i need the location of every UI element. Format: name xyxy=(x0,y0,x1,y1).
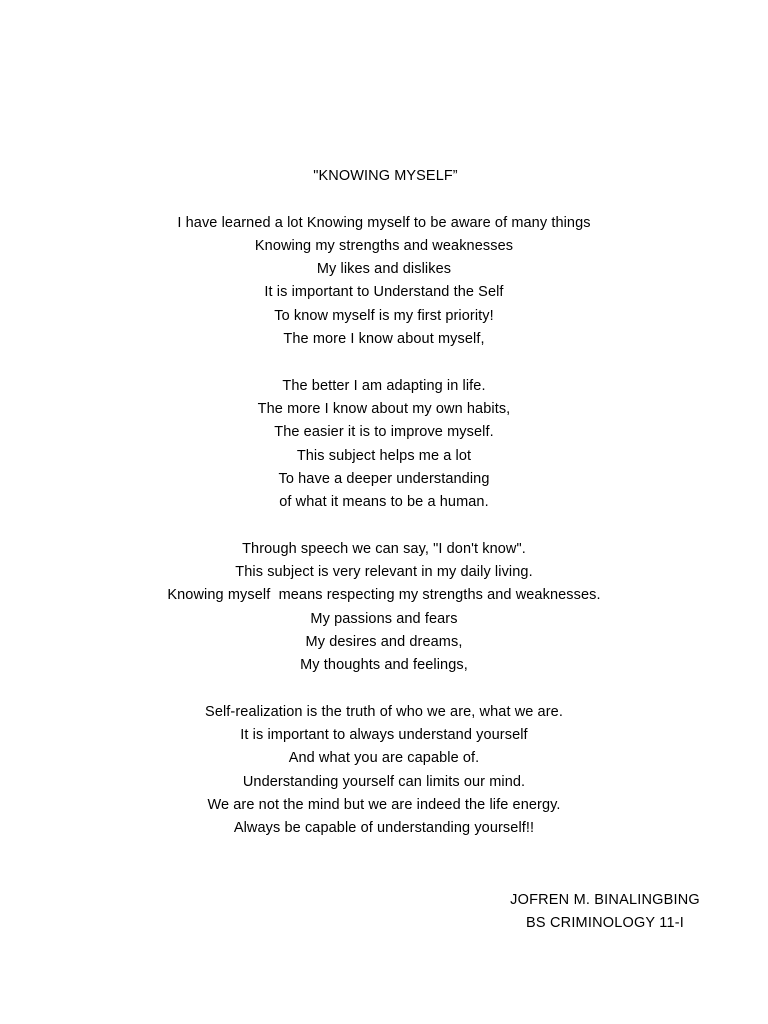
author-block xyxy=(490,889,720,936)
stanza-1 xyxy=(0,212,768,352)
poem-line: My desires and dreams, xyxy=(305,633,463,650)
poem-line: This subject is very relevant in my daily living. xyxy=(235,564,533,581)
poem-title: "KNOWING MYSELF” xyxy=(313,168,458,184)
poem-line: Through speech we can say, "I don't know". xyxy=(242,540,526,557)
author-course: BS CRIMINOLOGY 11-I xyxy=(526,915,684,932)
poem-line: Knowing myself means respecting my strengths and weaknesses. xyxy=(167,587,601,604)
poem-line: The easier it is to improve myself. xyxy=(274,424,494,441)
stanza-spacer xyxy=(0,514,768,537)
stanza-4 xyxy=(0,701,768,841)
stanza-spacer xyxy=(0,678,768,701)
poem-line: My passions and fears xyxy=(310,610,458,627)
poem-line: I have learned a lot Knowing myself to be aware of many things xyxy=(177,214,591,231)
title-spacer xyxy=(0,188,768,211)
poem-line: of what it means to be a human. xyxy=(279,494,489,511)
poem-line: Self-realization is the truth of who we are, what we are. xyxy=(205,703,563,720)
poem-line: My likes and dislikes xyxy=(316,261,452,278)
poem-line: It is important to Understand the Self xyxy=(264,284,504,301)
poem-line: Understanding yourself can limits our mind. xyxy=(242,773,526,790)
poem-line: The more I know about myself, xyxy=(283,331,485,348)
poem-line: The better I am adapting in life. xyxy=(282,377,486,394)
poem-line: The more I know about my own habits, xyxy=(257,400,511,417)
poem-line: We are not the mind but we are indeed the life energy. xyxy=(207,797,561,814)
poem-line: Knowing my strengths and weaknesses xyxy=(254,237,514,254)
stanza-2 xyxy=(0,375,768,515)
poem-line: It is important to always understand yourself xyxy=(240,727,528,744)
poem-line: To know myself is my first priority! xyxy=(274,307,494,324)
stanza-spacer xyxy=(0,351,768,374)
poem xyxy=(0,165,768,841)
author-name: JOFREN M. BINALINGBING xyxy=(510,892,700,908)
poem-line: To have a deeper understanding xyxy=(278,470,490,487)
stanza-3 xyxy=(0,538,768,678)
poem-line: Always be capable of understanding yourself!! xyxy=(233,820,535,837)
poem-line: This subject helps me a lot xyxy=(296,447,472,464)
poem-line: And what you are capable of. xyxy=(288,750,480,767)
poem-line: My thoughts and feelings, xyxy=(300,657,468,674)
